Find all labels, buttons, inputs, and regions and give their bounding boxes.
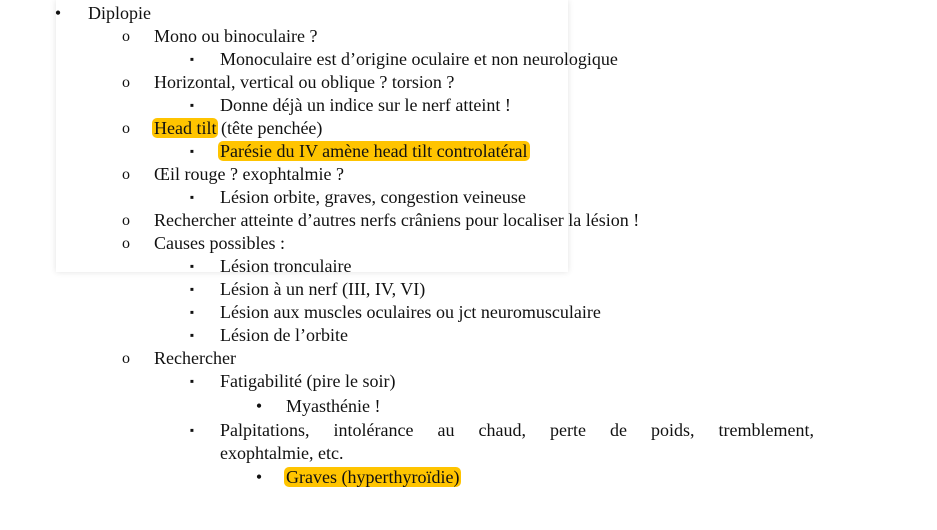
item-red-eye: Œil rouge ? exophtalmie ? (154, 164, 344, 184)
item-causes: Causes possibles : (154, 233, 286, 253)
bullet-level2: o (122, 120, 130, 137)
bullet-level3: ▪ (189, 259, 195, 273)
item-head-tilt (154, 117, 322, 140)
search-palpitations-sub (286, 466, 459, 489)
head-tilt-rest: (tête penchée) (216, 118, 323, 138)
sub-head-tilt (220, 140, 528, 163)
cause-item: Lésion de l’orbite (220, 325, 348, 345)
search-palpitations-line2: exophtalmie, etc. (220, 443, 344, 463)
bullet-level3: ▪ (189, 98, 195, 112)
bullet-level3: ▪ (189, 282, 195, 296)
bullet-level4: • (255, 396, 263, 416)
sub-mono-bino: Monoculaire est d’origine oculaire et non neurologique (220, 49, 618, 69)
bullet-level2: o (122, 235, 130, 252)
sub-red-eye: Lésion orbite, graves, congestion veineuse (220, 187, 526, 207)
sub-direction: Donne déjà un indice sur le nerf atteint ! (220, 95, 511, 115)
search-fatigue-sub: Myasthénie ! (286, 396, 381, 416)
search-palpitations-line1: Palpitations, intolérance au chaud, perte de poids, tremblement, (220, 420, 814, 440)
bullet-level2: o (122, 74, 130, 91)
bullet-level3: ▪ (189, 423, 195, 437)
bullet-level2: o (122, 212, 130, 229)
item-search: Rechercher (154, 348, 236, 368)
bullet-level3: ▪ (189, 305, 195, 319)
bullet-level3: ▪ (189, 52, 195, 66)
search-fatigue: Fatigabilité (pire le soir) (220, 371, 396, 391)
bullet-level2: o (122, 166, 130, 183)
highlight-paresie: Parésie du IV amène head tilt controlatéral (220, 141, 528, 161)
bullet-level4: • (255, 467, 263, 487)
cause-item: Lésion tronculaire (220, 256, 352, 276)
bullet-level2: o (122, 28, 130, 45)
bullet-level3: ▪ (189, 190, 195, 204)
highlight-graves: Graves (hyperthyroïdie) (286, 467, 460, 487)
bullet-level1: • (54, 3, 62, 23)
bullet-level3: ▪ (189, 374, 195, 388)
item-mono-bino: Mono ou binoculaire ? (154, 26, 318, 46)
bullet-level3: ▪ (189, 144, 195, 158)
item-direction: Horizontal, vertical ou oblique ? torsion ? (154, 72, 455, 92)
bullet-level3: ▪ (189, 328, 195, 342)
cause-item: Lésion à un nerf (III, IV, VI) (220, 279, 426, 299)
bullet-level2: o (122, 350, 130, 367)
cause-item: Lésion aux muscles oculaires ou jct neuromusculaire (220, 302, 601, 322)
item-other-nerves: Rechercher atteinte d’autres nerfs crâniens pour localiser la lésion ! (154, 210, 640, 230)
highlight-head-tilt: Head tilt (154, 118, 217, 138)
heading-diplopie: Diplopie (88, 3, 151, 23)
